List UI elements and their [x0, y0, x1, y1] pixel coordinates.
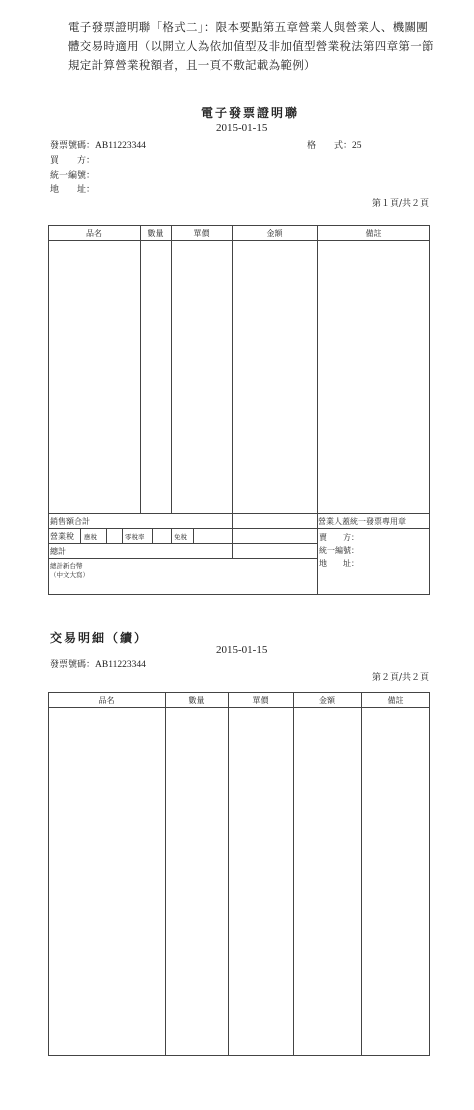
col-header-qty: 數量 [147, 229, 164, 238]
zero-rate-label: 零稅率 [125, 533, 145, 541]
chinese-upper-label: （中文大寫） [50, 571, 89, 579]
col-header-remarks: 備註 [365, 229, 382, 238]
p2-col-header-item: 品名 [98, 696, 115, 705]
buyer-tax-id-label: 統一編號： [50, 171, 96, 181]
page2-page-indicator: 第２頁/共２頁 [372, 673, 430, 683]
format-value: 25 [352, 141, 362, 151]
buyer-label: 買 方： [50, 156, 96, 166]
invoice-no-label: 發票號碼： [50, 141, 96, 151]
total-ntd-label: 總計新台幣 [50, 562, 83, 570]
page2-date: 2015-01-15 [216, 644, 268, 656]
seller-address-label: 地 址： [319, 559, 359, 568]
page1-format [307, 138, 362, 151]
format-label: 格 式： [307, 141, 353, 151]
page2-title: 交易明細（續） [50, 631, 149, 645]
p2-col-header-qty: 數量 [188, 696, 205, 705]
sales-total-label: 銷售額合計 [50, 517, 90, 526]
tax-free-label: 免稅 [174, 533, 187, 541]
col-header-amount: 金額 [266, 229, 283, 238]
col-header-item: 品名 [86, 229, 102, 238]
col-header-price: 單價 [193, 229, 210, 238]
page1-invoice-no [50, 138, 146, 151]
total-label: 總計 [50, 547, 66, 556]
business-tax-label: 營業稅 [50, 532, 74, 541]
p2-col-header-price: 單價 [252, 696, 269, 705]
page1-date: 2015-01-15 [216, 122, 268, 134]
seal-label: 營業人蓋統一發票專用章 [318, 517, 406, 526]
page2-detail-table [48, 692, 430, 1056]
buyer-address-label: 地 址： [50, 185, 96, 195]
page1-title: 電子發票證明聯 [201, 106, 300, 120]
intro-paragraph: 電子發票證明聯「格式二」：限本要點第五章營業人與營業人、機關團體交易時適用（以開立人為依加值型及非加值型營業稅法第四章第一節規定計算營業稅額者，且一頁不敷記載為範例） [68, 20, 434, 72]
p2-col-header-amount: 金額 [319, 696, 335, 705]
seller-tax-id-label: 統一編號： [319, 546, 359, 555]
invoice-no-value: AB11223344 [95, 141, 146, 151]
page2-invoice-no [50, 657, 146, 670]
invoice-no-value: AB11223344 [95, 660, 146, 670]
page1-page-indicator: 第１頁/共２頁 [372, 199, 430, 209]
p2-col-header-remarks: 備註 [387, 696, 404, 705]
taxable-label: 應稅 [84, 533, 97, 541]
seller-label: 賣 方： [319, 533, 359, 542]
invoice-no-label: 發票號碼： [50, 660, 96, 670]
